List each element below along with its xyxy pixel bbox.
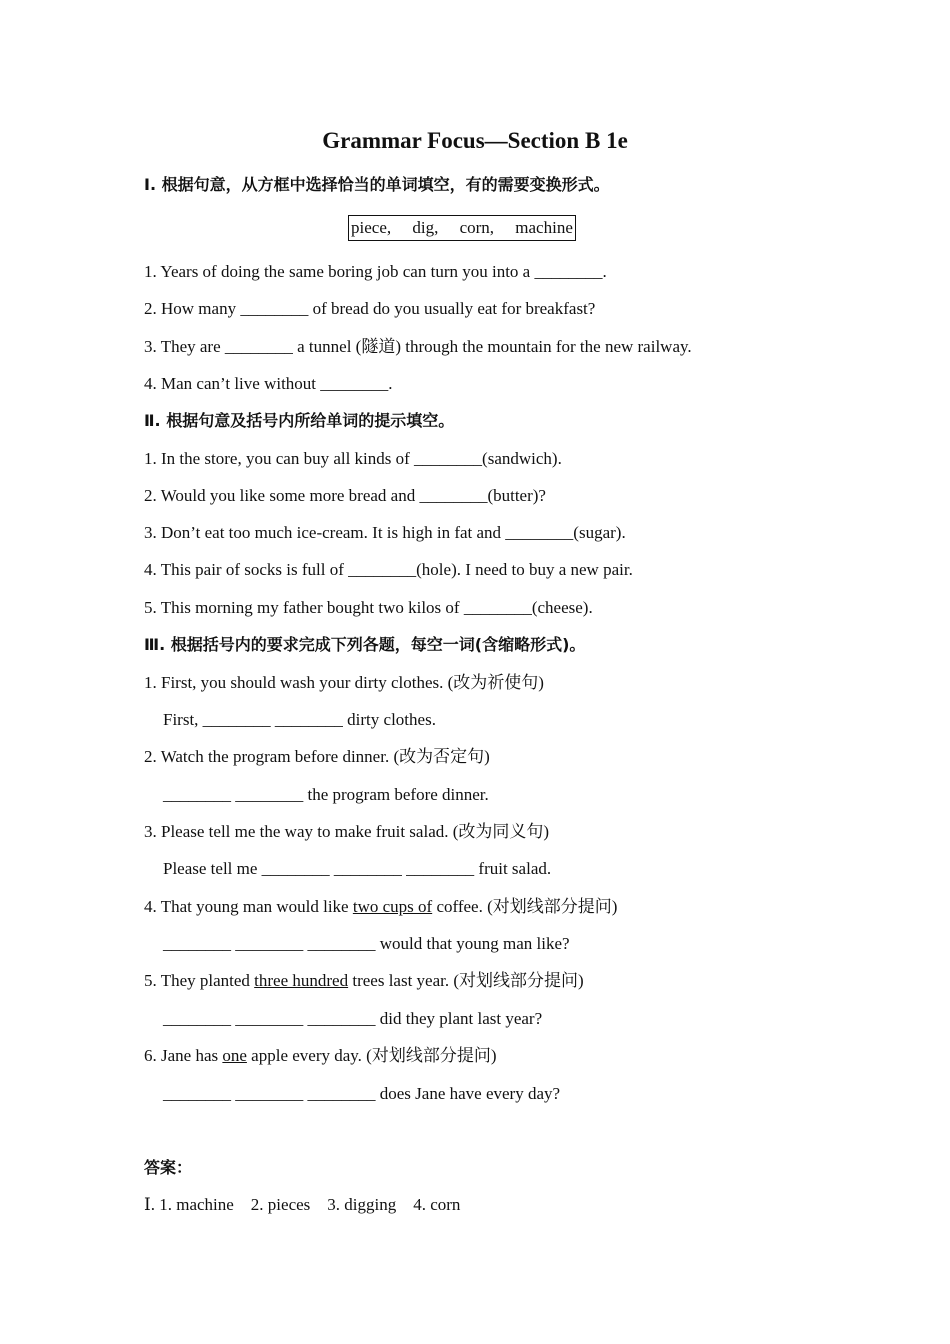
- exercise-1-item-3: 3. They are ________ a tunnel (隧道) through the mountain for the new railway.: [144, 337, 692, 356]
- question-text: 4. That young man would like: [144, 897, 353, 916]
- exercise-3-question-6: [144, 1045, 497, 1067]
- exercise-3-question-5: [144, 970, 584, 992]
- exercise-2-item-3: 3. Don’t eat too much ice-cream. It is high in fat and ________(sugar).: [144, 523, 626, 542]
- exercise-1-item-2: 2. How many ________ of bread do you usually eat for breakfast?: [144, 299, 596, 318]
- exercise-3-question-3: 3. Please tell me the way to make fruit salad. (改为同义句): [144, 822, 550, 841]
- exercise-2-item-1: 1. In the store, you can buy all kinds of ________(sandwich).: [144, 449, 562, 468]
- exercise-3-question-1: 1. First, you should wash your dirty clothes. (改为祈使句): [144, 673, 544, 692]
- answers-line-1: Ⅰ. 1. machine 2. pieces 3. digging 4. corn: [144, 1195, 461, 1214]
- exercise-2-item-4: 4. This pair of socks is full of ________(hole). I need to buy a new pair.: [144, 560, 633, 579]
- exercise-3-question-4: [144, 896, 617, 918]
- exercise-3-answer-line-1: First, ________ ________ dirty clothes.: [163, 710, 436, 729]
- question-text: trees last year. (对划线部分提问): [348, 971, 584, 990]
- question-text: apple every day. (对划线部分提问): [246, 1046, 497, 1065]
- exercise-3-answer-line-2: ________ ________ the program before dinner.: [163, 785, 489, 804]
- exercise-3-question-2: 2. Watch the program before dinner. (改为否定句): [144, 747, 490, 766]
- exercise-1-item-4: 4. Man can’t live without ________.: [144, 374, 393, 393]
- section-2-heading: Ⅱ. 根据句意及括号内所给单词的提示填空。: [144, 411, 455, 430]
- page-title: Grammar Focus—Section B 1e: [322, 128, 628, 153]
- question-text: 6. Jane has: [144, 1046, 223, 1065]
- question-text: 5. They planted: [144, 971, 255, 990]
- word-box: piece, dig, corn, machine: [348, 215, 576, 241]
- underlined-phrase: one: [222, 1046, 247, 1065]
- exercise-3-answer-line-5: ________ ________ ________ did they plant last year?: [163, 1009, 543, 1028]
- exercise-3-answer-line-4: ________ ________ ________ would that young man like?: [163, 934, 570, 953]
- answers-heading: 答案：: [144, 1158, 193, 1177]
- exercise-3-answer-line-3: Please tell me ________ ________ ________ fruit salad.: [163, 859, 552, 878]
- question-text: coffee. (对划线部分提问): [432, 897, 618, 916]
- underlined-phrase: two cups of: [352, 897, 433, 916]
- exercise-3-answer-line-6: ________ ________ ________ does Jane have every day?: [163, 1084, 561, 1103]
- exercise-2-item-5: 5. This morning my father bought two kilos of ________(cheese).: [144, 598, 593, 617]
- underlined-phrase: three hundred: [254, 971, 349, 990]
- section-3-heading: Ⅲ. 根据括号内的要求完成下列各题，每空一词(含缩略形式)。: [144, 635, 586, 654]
- section-1-heading: Ⅰ. 根据句意，从方框中选择恰当的单词填空，有的需要变换形式。: [144, 175, 610, 194]
- exercise-2-item-2: 2. Would you like some more bread and ________(butter)?: [144, 486, 546, 505]
- exercise-1-item-1: 1. Years of doing the same boring job can turn you into a ________.: [144, 262, 607, 281]
